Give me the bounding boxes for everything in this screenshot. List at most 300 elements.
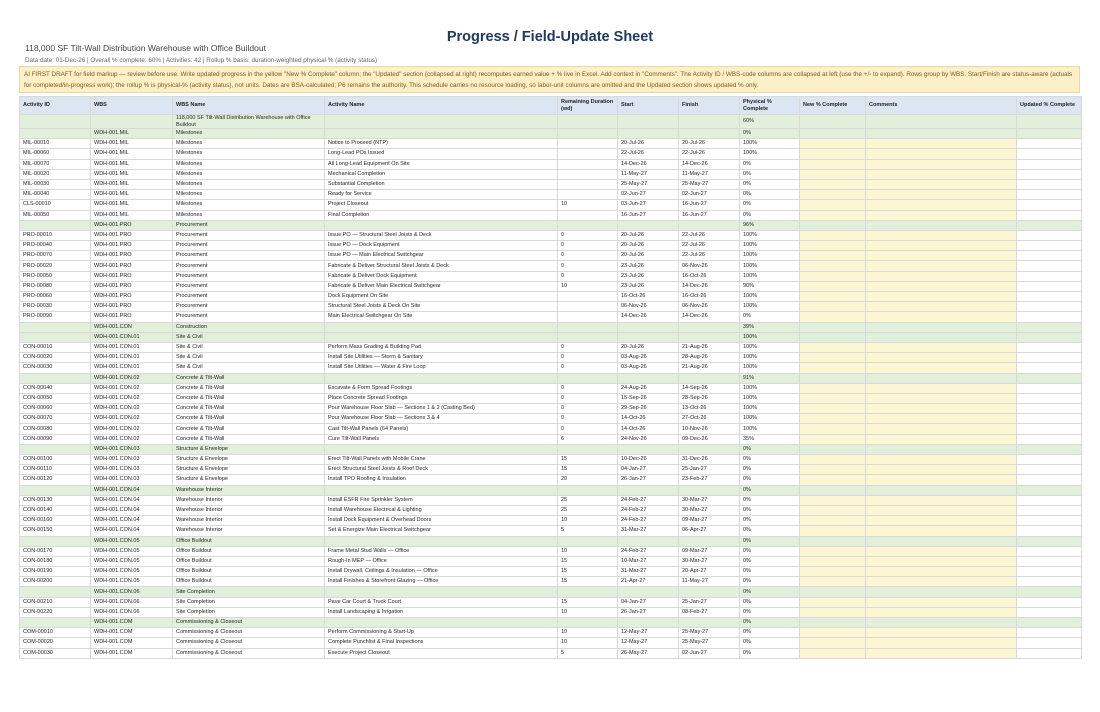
wbs-cell: WDH-001.CON.01: [91, 353, 173, 363]
new-pct-input-cell[interactable]: [800, 302, 866, 312]
physical-pct-cell: 100%: [740, 271, 800, 281]
wbs-name-cell: Procurement: [173, 312, 325, 322]
wbs-name-cell: Procurement: [173, 230, 325, 240]
new-pct-input-cell[interactable]: [800, 230, 866, 240]
remaining-duration-cell: [558, 587, 618, 597]
activity-name-cell: Install TPO Roofing & Insulation: [325, 475, 558, 485]
new-pct-input-cell[interactable]: [800, 638, 866, 648]
start-cell: 10-Dec-26: [618, 455, 679, 465]
comments-input-cell[interactable]: [866, 210, 1017, 220]
comments-input-cell[interactable]: [866, 169, 1017, 179]
comments-input-cell[interactable]: [866, 200, 1017, 210]
remaining-duration-cell: 0: [558, 241, 618, 251]
activity-id-cell: CON-00110: [20, 465, 91, 475]
table-row: [20, 577, 1082, 587]
remaining-duration-cell: [558, 444, 618, 454]
new-pct-input-cell[interactable]: [800, 516, 866, 526]
col-activity-id[interactable]: Activity ID: [20, 97, 91, 115]
activity-name-cell: Excavate & Form Spread Footings: [325, 383, 558, 393]
finish-cell: [679, 587, 740, 597]
comments-input-cell[interactable]: [866, 332, 1017, 342]
remaining-duration-cell: [558, 536, 618, 546]
finish-cell: 09-Mar-27: [679, 516, 740, 526]
activity-id-cell: [20, 587, 91, 597]
comments-input-cell[interactable]: [866, 353, 1017, 363]
new-pct-input-cell[interactable]: [800, 607, 866, 617]
wbs-cell: WDH-001.CON.01: [91, 363, 173, 373]
table-row: [20, 505, 1082, 515]
wbs-group-row: [20, 587, 1082, 597]
activity-name-cell: Set & Energize Main Electrical Switchgear: [325, 526, 558, 536]
comments-input-cell[interactable]: [866, 159, 1017, 169]
activity-id-cell: CON-00020: [20, 353, 91, 363]
new-pct-input-cell[interactable]: [800, 115, 866, 129]
comments-input-cell[interactable]: [866, 465, 1017, 475]
wbs-cell: WDH-001.COM: [91, 638, 173, 648]
table-row: [20, 230, 1082, 240]
updated-pct-cell: [1017, 220, 1082, 230]
wbs-cell: WDH-001.CON.01: [91, 332, 173, 342]
new-pct-input-cell[interactable]: [800, 149, 866, 159]
remaining-duration-cell: 10: [558, 281, 618, 291]
remaining-duration-cell: 0: [558, 393, 618, 403]
activity-name-cell: Dock Equipment On Site: [325, 292, 558, 302]
comments-input-cell[interactable]: [866, 251, 1017, 261]
updated-pct-cell: [1017, 342, 1082, 352]
start-cell: 24-Aug-26: [618, 383, 679, 393]
activity-name-cell: Cast Tilt-Wall Panels (64 Panels): [325, 424, 558, 434]
new-pct-input-cell[interactable]: [800, 139, 866, 149]
comments-input-cell[interactable]: [866, 302, 1017, 312]
start-cell: 26-Jan-27: [618, 475, 679, 485]
comments-input-cell[interactable]: [866, 312, 1017, 322]
physical-pct-cell: 0%: [740, 200, 800, 210]
table-row: [20, 363, 1082, 373]
new-pct-input-cell[interactable]: [800, 169, 866, 179]
activity-name-cell: Rough-In MEP — Office: [325, 556, 558, 566]
wbs-name-cell: Milestones: [173, 179, 325, 189]
finish-cell: 31-Dec-26: [679, 455, 740, 465]
comments-input-cell[interactable]: [866, 607, 1017, 617]
wbs-cell: WDH-001.MIL: [91, 149, 173, 159]
activity-name-cell: Install Dock Equipment & Overhead Doors: [325, 516, 558, 526]
new-pct-input-cell[interactable]: [800, 312, 866, 322]
new-pct-input-cell[interactable]: [800, 465, 866, 475]
updated-pct-cell: [1017, 414, 1082, 424]
remaining-duration-cell: [558, 159, 618, 169]
updated-pct-cell: [1017, 363, 1082, 373]
new-pct-input-cell[interactable]: [800, 434, 866, 444]
updated-pct-cell: [1017, 210, 1082, 220]
start-cell: 23-Jul-26: [618, 261, 679, 271]
comments-input-cell[interactable]: [866, 475, 1017, 485]
comments-input-cell[interactable]: [866, 536, 1017, 546]
wbs-cell: WDH-001.MIL: [91, 210, 173, 220]
activity-name-cell: Mechanical Completion: [325, 169, 558, 179]
wbs-group-row: [20, 444, 1082, 454]
physical-pct-cell: 100%: [740, 230, 800, 240]
comments-input-cell[interactable]: [866, 567, 1017, 577]
new-pct-input-cell[interactable]: [800, 159, 866, 169]
wbs-cell: WDH-001.CON.03: [91, 455, 173, 465]
finish-cell: 09-Dec-26: [679, 434, 740, 444]
comments-input-cell[interactable]: [866, 281, 1017, 291]
activity-name-cell: Erect Tilt-Wall Panels with Mobile Crane: [325, 455, 558, 465]
table-row: [20, 546, 1082, 556]
physical-pct-cell: 91%: [740, 373, 800, 383]
activity-name-cell: [325, 129, 558, 139]
comments-input-cell[interactable]: [866, 505, 1017, 515]
start-cell: [618, 129, 679, 139]
updated-pct-cell: [1017, 444, 1082, 454]
comments-input-cell[interactable]: [866, 577, 1017, 587]
remaining-duration-cell: [558, 332, 618, 342]
comments-input-cell[interactable]: [866, 516, 1017, 526]
wbs-cell: WDH-001.MIL: [91, 190, 173, 200]
comments-input-cell[interactable]: [866, 190, 1017, 200]
comments-input-cell[interactable]: [866, 597, 1017, 607]
activity-id-cell: [20, 129, 91, 139]
physical-pct-cell: 100%: [740, 424, 800, 434]
wbs-group-row: [20, 220, 1082, 230]
wbs-cell: WDH-001.CON.05: [91, 577, 173, 587]
wbs-name-cell: Site & Civil: [173, 363, 325, 373]
remaining-duration-cell: 0: [558, 251, 618, 261]
start-cell: [618, 536, 679, 546]
sheet-title: Progress / Field-Update Sheet: [446, 29, 654, 45]
comments-input-cell[interactable]: [866, 587, 1017, 597]
comments-input-cell[interactable]: [866, 271, 1017, 281]
physical-pct-cell: 0%: [740, 179, 800, 189]
activity-id-cell: [20, 536, 91, 546]
new-pct-input-cell[interactable]: [800, 577, 866, 587]
new-pct-input-cell[interactable]: [800, 546, 866, 556]
wbs-name-cell: Procurement: [173, 302, 325, 312]
finish-cell: 25-Jan-27: [679, 597, 740, 607]
comments-input-cell[interactable]: [866, 404, 1017, 414]
new-pct-input-cell[interactable]: [800, 129, 866, 139]
new-pct-input-cell[interactable]: [800, 404, 866, 414]
activity-name-cell: Install Warehouse Electrical & Lighting: [325, 505, 558, 515]
finish-cell: 22-Jul-26: [679, 149, 740, 159]
finish-cell: 22-Jul-26: [679, 251, 740, 261]
new-pct-input-cell[interactable]: [800, 587, 866, 597]
finish-cell: 06-Nov-26: [679, 261, 740, 271]
wbs-name-cell: Commissioning & Closeout: [173, 648, 325, 658]
table-row: [20, 516, 1082, 526]
activity-name-cell: [325, 115, 558, 129]
comments-input-cell[interactable]: [866, 179, 1017, 189]
activity-name-cell: Structural Steel Joists & Deck On Site: [325, 302, 558, 312]
wbs-cell: WDH-001.CON.06: [91, 587, 173, 597]
new-pct-input-cell[interactable]: [800, 618, 866, 628]
new-pct-input-cell[interactable]: [800, 424, 866, 434]
updated-pct-cell: [1017, 618, 1082, 628]
new-pct-input-cell[interactable]: [800, 190, 866, 200]
comments-input-cell[interactable]: [866, 373, 1017, 383]
comments-input-cell[interactable]: [866, 546, 1017, 556]
physical-pct-cell: 100%: [740, 139, 800, 149]
finish-cell: [679, 444, 740, 454]
comments-input-cell[interactable]: [866, 444, 1017, 454]
updated-pct-cell: [1017, 332, 1082, 342]
wbs-name-cell: Procurement: [173, 281, 325, 291]
physical-pct-cell: 0%: [740, 567, 800, 577]
table-row: [20, 526, 1082, 536]
physical-pct-cell: 0%: [740, 505, 800, 515]
comments-input-cell[interactable]: [866, 383, 1017, 393]
wbs-cell: WDH-001.CON.05: [91, 556, 173, 566]
activity-id-cell: MIL-00010: [20, 139, 91, 149]
wbs-cell: WDH-001.CON.02: [91, 404, 173, 414]
new-pct-input-cell[interactable]: [800, 342, 866, 352]
updated-pct-cell: [1017, 261, 1082, 271]
remaining-duration-cell: 15: [558, 465, 618, 475]
finish-cell: 11-May-27: [679, 577, 740, 587]
comments-input-cell[interactable]: [866, 322, 1017, 332]
comments-input-cell[interactable]: [866, 241, 1017, 251]
col-activity-name[interactable]: Activity Name: [325, 97, 558, 115]
finish-cell: 25-Jan-27: [679, 465, 740, 475]
new-pct-input-cell[interactable]: [800, 495, 866, 505]
physical-pct-cell: 0%: [740, 129, 800, 139]
start-cell: 24-Feb-27: [618, 516, 679, 526]
wbs-name-cell: Milestones: [173, 129, 325, 139]
updated-pct-cell: [1017, 465, 1082, 475]
col-new-pct[interactable]: New % Complete: [800, 97, 866, 115]
col-remaining-duration[interactable]: Remaining Duration (wd): [558, 97, 618, 115]
finish-cell: 16-Oct-26: [679, 292, 740, 302]
activity-id-cell: MIL-00030: [20, 179, 91, 189]
wbs-cell: WDH-001.CON.04: [91, 505, 173, 515]
table-row: [20, 434, 1082, 444]
activity-id-cell: [20, 485, 91, 495]
table-row: [20, 342, 1082, 352]
updated-pct-cell: [1017, 139, 1082, 149]
comments-input-cell[interactable]: [866, 139, 1017, 149]
activity-name-cell: Install Landscaping & Irrigation: [325, 607, 558, 617]
table-row: [20, 159, 1082, 169]
activity-id-cell: PRO-00060: [20, 292, 91, 302]
comments-input-cell[interactable]: [866, 363, 1017, 373]
comments-input-cell[interactable]: [866, 618, 1017, 628]
wbs-cell: WDH-001.MIL: [91, 159, 173, 169]
finish-cell: 25-May-27: [679, 638, 740, 648]
comments-input-cell[interactable]: [866, 292, 1017, 302]
table-row: [20, 424, 1082, 434]
table-row: [20, 251, 1082, 261]
new-pct-input-cell[interactable]: [800, 271, 866, 281]
physical-pct-cell: 0%: [740, 546, 800, 556]
finish-cell: 23-Feb-27: [679, 475, 740, 485]
new-pct-input-cell[interactable]: [800, 200, 866, 210]
start-cell: [618, 332, 679, 342]
activity-name-cell: Fabricate & Deliver Dock Equipment: [325, 271, 558, 281]
wbs-cell: WDH-001.COM: [91, 648, 173, 658]
wbs-name-cell: Milestones: [173, 169, 325, 179]
physical-pct-cell: 0%: [740, 495, 800, 505]
new-pct-input-cell[interactable]: [800, 567, 866, 577]
finish-cell: 20-Jul-26: [679, 139, 740, 149]
col-comments[interactable]: Comments: [866, 97, 1017, 115]
updated-pct-cell: [1017, 505, 1082, 515]
physical-pct-cell: 39%: [740, 322, 800, 332]
finish-cell: 02-Jun-27: [679, 190, 740, 200]
activity-id-cell: CON-00090: [20, 434, 91, 444]
new-pct-input-cell[interactable]: [800, 251, 866, 261]
remaining-duration-cell: 15: [558, 577, 618, 587]
new-pct-input-cell[interactable]: [800, 363, 866, 373]
finish-cell: 21-Aug-26: [679, 342, 740, 352]
wbs-name-cell: Structure & Envelope: [173, 455, 325, 465]
new-pct-input-cell[interactable]: [800, 383, 866, 393]
new-pct-input-cell[interactable]: [800, 210, 866, 220]
wbs-cell: WDH-001.CON.01: [91, 342, 173, 352]
comments-input-cell[interactable]: [866, 628, 1017, 638]
wbs-cell: WDH-001.COM: [91, 618, 173, 628]
wbs-cell: WDH-001.MIL: [91, 139, 173, 149]
wbs-name-cell: Milestones: [173, 210, 325, 220]
col-finish[interactable]: Finish: [679, 97, 740, 115]
comments-input-cell[interactable]: [866, 414, 1017, 424]
activity-id-cell: CON-00130: [20, 495, 91, 505]
comments-input-cell[interactable]: [866, 485, 1017, 495]
comments-input-cell[interactable]: [866, 129, 1017, 139]
comments-input-cell[interactable]: [866, 149, 1017, 159]
new-pct-input-cell[interactable]: [800, 261, 866, 271]
new-pct-input-cell[interactable]: [800, 485, 866, 495]
col-updated-pct[interactable]: Updated % Complete: [1017, 97, 1082, 115]
wbs-name-cell: 118,000 SF Tilt-Wall Distribution Warehouse with Office Buildout: [173, 115, 325, 129]
new-pct-input-cell[interactable]: [800, 455, 866, 465]
comments-input-cell[interactable]: [866, 434, 1017, 444]
comments-input-cell[interactable]: [866, 455, 1017, 465]
remaining-duration-cell: [558, 220, 618, 230]
new-pct-input-cell[interactable]: [800, 322, 866, 332]
new-pct-input-cell[interactable]: [800, 281, 866, 291]
remaining-duration-cell: 10: [558, 638, 618, 648]
new-pct-input-cell[interactable]: [800, 648, 866, 658]
physical-pct-cell: 100%: [740, 404, 800, 414]
start-cell: 02-Jun-27: [618, 190, 679, 200]
wbs-group-row: [20, 322, 1082, 332]
finish-cell: 28-Sep-26: [679, 393, 740, 403]
activity-name-cell: Issue PO — Structural Steel Joists & Deck: [325, 230, 558, 240]
comments-input-cell[interactable]: [866, 115, 1017, 129]
new-pct-input-cell[interactable]: [800, 526, 866, 536]
updated-pct-cell: [1017, 393, 1082, 403]
activity-id-cell: CON-00100: [20, 455, 91, 465]
new-pct-input-cell[interactable]: [800, 556, 866, 566]
remaining-duration-cell: [558, 129, 618, 139]
updated-pct-cell: [1017, 434, 1082, 444]
new-pct-input-cell[interactable]: [800, 220, 866, 230]
new-pct-input-cell[interactable]: [800, 505, 866, 515]
start-cell: 12-May-27: [618, 628, 679, 638]
wbs-name-cell: Concrete & Tilt-Wall: [173, 414, 325, 424]
comments-input-cell[interactable]: [866, 556, 1017, 566]
new-pct-input-cell[interactable]: [800, 414, 866, 424]
activity-name-cell: Complete Punchlist & Final Inspections: [325, 638, 558, 648]
table-row: [20, 200, 1082, 210]
comments-input-cell[interactable]: [866, 342, 1017, 352]
col-wbs[interactable]: WBS: [91, 97, 173, 115]
comments-input-cell[interactable]: [866, 526, 1017, 536]
updated-pct-cell: [1017, 129, 1082, 139]
wbs-name-cell: Warehouse Interior: [173, 505, 325, 515]
col-physical-pct[interactable]: Physical % Complete: [740, 97, 800, 115]
new-pct-input-cell[interactable]: [800, 292, 866, 302]
new-pct-input-cell[interactable]: [800, 444, 866, 454]
finish-cell: 16-Jun-27: [679, 210, 740, 220]
remaining-duration-cell: 6: [558, 434, 618, 444]
remaining-duration-cell: [558, 149, 618, 159]
remaining-duration-cell: [558, 302, 618, 312]
comments-input-cell[interactable]: [866, 424, 1017, 434]
new-pct-input-cell[interactable]: [800, 628, 866, 638]
table-row: [20, 302, 1082, 312]
new-pct-input-cell[interactable]: [800, 536, 866, 546]
new-pct-input-cell[interactable]: [800, 393, 866, 403]
wbs-cell: WDH-001.PRO: [91, 312, 173, 322]
new-pct-input-cell[interactable]: [800, 332, 866, 342]
remaining-duration-cell: 10: [558, 516, 618, 526]
comments-input-cell[interactable]: [866, 230, 1017, 240]
wbs-name-cell: Office Buildout: [173, 556, 325, 566]
activity-name-cell: Install Drywall, Ceilings & Insulation — Office: [325, 567, 558, 577]
comments-input-cell[interactable]: [866, 393, 1017, 403]
comments-input-cell[interactable]: [866, 495, 1017, 505]
wbs-cell: WDH-001.PRO: [91, 241, 173, 251]
wbs-name-cell: Concrete & Tilt-Wall: [173, 404, 325, 414]
comments-input-cell[interactable]: [866, 261, 1017, 271]
updated-pct-cell: [1017, 302, 1082, 312]
new-pct-input-cell[interactable]: [800, 353, 866, 363]
col-wbs-name[interactable]: WBS Name: [173, 97, 325, 115]
comments-input-cell[interactable]: [866, 638, 1017, 648]
new-pct-input-cell[interactable]: [800, 241, 866, 251]
col-start[interactable]: Start: [618, 97, 679, 115]
wbs-name-cell: Commissioning & Closeout: [173, 628, 325, 638]
activity-name-cell: Project Closeout: [325, 200, 558, 210]
new-pct-input-cell[interactable]: [800, 597, 866, 607]
wbs-name-cell: Concrete & Tilt-Wall: [173, 424, 325, 434]
new-pct-input-cell[interactable]: [800, 475, 866, 485]
activity-id-cell: CON-00070: [20, 414, 91, 424]
wbs-cell: WDH-001.PRO: [91, 220, 173, 230]
new-pct-input-cell[interactable]: [800, 179, 866, 189]
updated-pct-cell: [1017, 115, 1082, 129]
activity-name-cell: Pour Warehouse Floor Slab — Sections 1 & 2 (Casting Bed): [325, 404, 558, 414]
new-pct-input-cell[interactable]: [800, 373, 866, 383]
table-row: [20, 567, 1082, 577]
comments-input-cell[interactable]: [866, 648, 1017, 658]
wbs-group-row: [20, 618, 1082, 628]
activity-name-cell: Execute Project Closeout: [325, 648, 558, 658]
remaining-duration-cell: 25: [558, 495, 618, 505]
wbs-cell: WDH-001.PRO: [91, 302, 173, 312]
updated-pct-cell: [1017, 495, 1082, 505]
updated-pct-cell: [1017, 190, 1082, 200]
updated-pct-cell: [1017, 424, 1082, 434]
comments-input-cell[interactable]: [866, 220, 1017, 230]
table-row: [20, 139, 1082, 149]
activity-id-cell: CON-00140: [20, 505, 91, 515]
activity-id-cell: CON-00160: [20, 516, 91, 526]
wbs-cell: WDH-001.CON.05: [91, 567, 173, 577]
physical-pct-cell: 0%: [740, 618, 800, 628]
physical-pct-cell: 100%: [740, 393, 800, 403]
